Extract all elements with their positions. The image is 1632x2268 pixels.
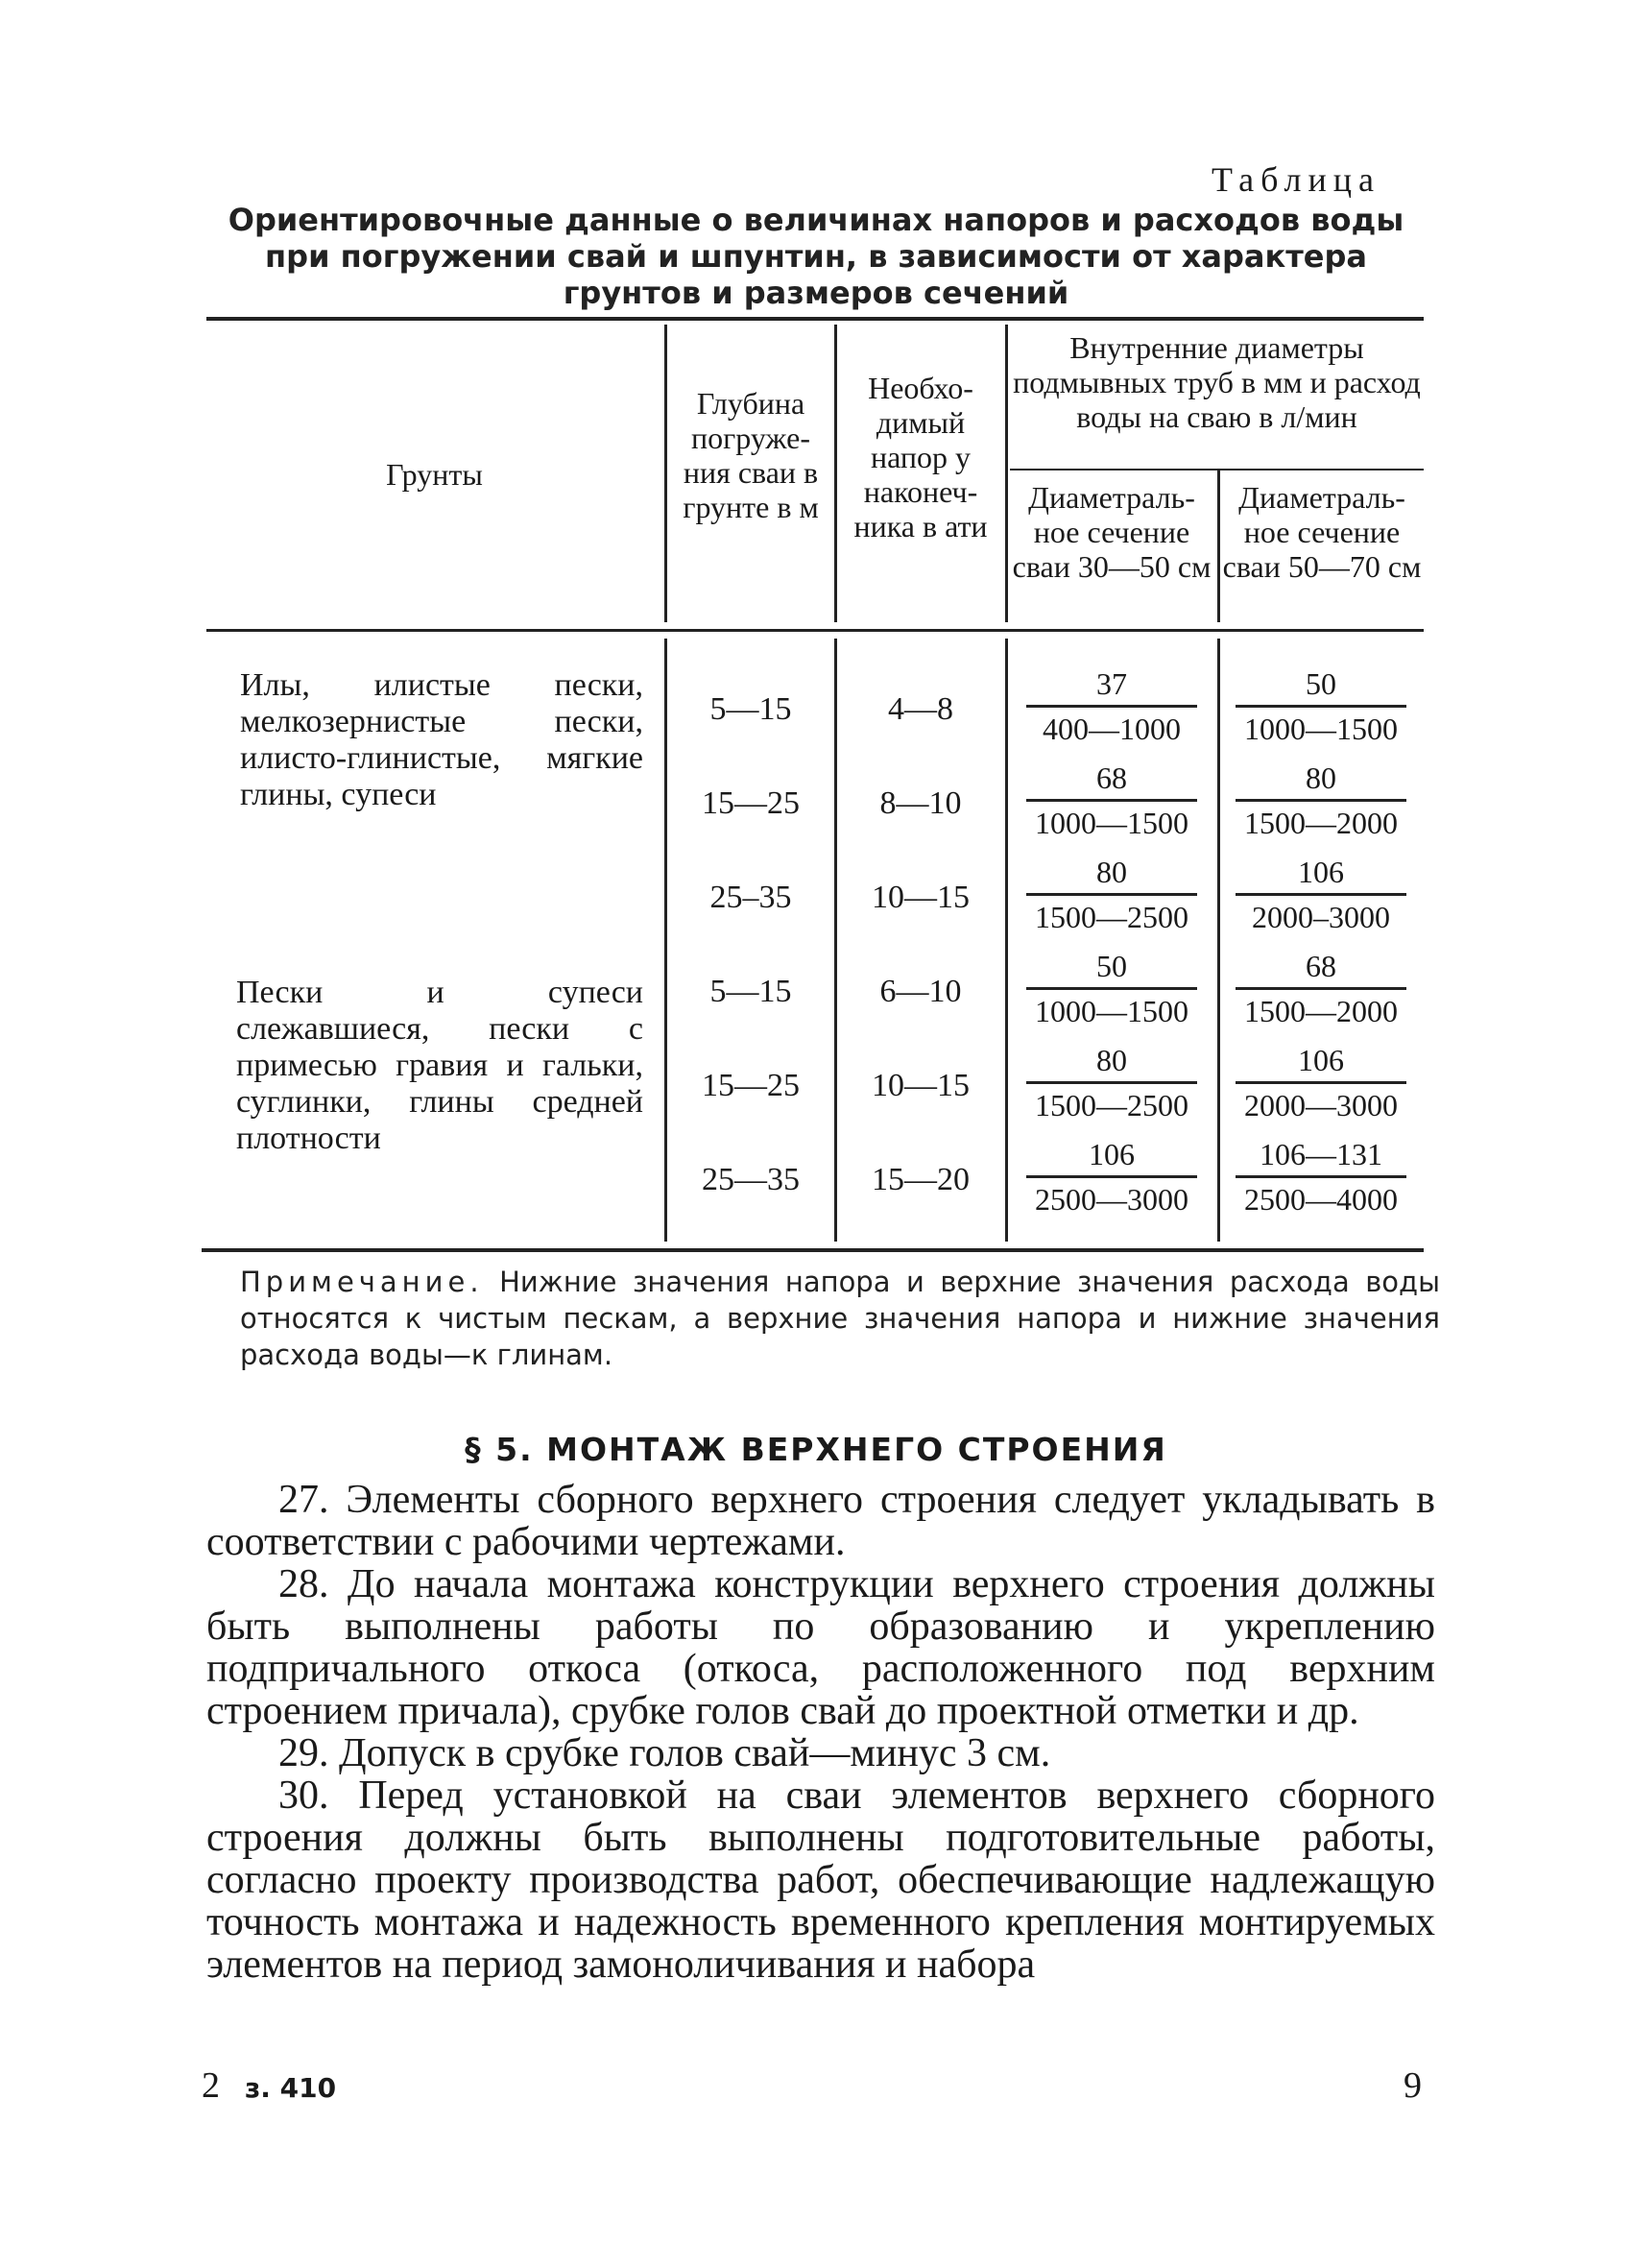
table-cell-depth: 25–35 — [709, 880, 792, 915]
table-cell-flow — [1016, 664, 1208, 748]
table-cell-flow — [1225, 759, 1417, 842]
body-text — [206, 1479, 1435, 1986]
water-flow: 2000—3000 — [1244, 1088, 1398, 1122]
table-cell-flow — [1016, 853, 1208, 936]
paragraph-29: 29. Допуск в срубке голов свай—минус 3 см. — [278, 1731, 1051, 1775]
section-title: § 5. МОНТАЖ ВЕРХНЕГО СТРОЕНИЯ — [465, 1431, 1167, 1468]
water-flow: 1000—1500 — [1244, 712, 1398, 746]
pipe-diameter: 106 — [1089, 1137, 1135, 1171]
soil-group-1: Илы, илистые пески, мелкозернистые пески, илисто-глинистые, мягкие глины, супеси — [240, 667, 643, 812]
water-flow: 1500—2000 — [1244, 994, 1398, 1028]
table-cell-depth: 5—15 — [709, 974, 792, 1009]
paragraph-30: 30. Перед установкой на сваи элементов верхнего сборного строения должны быть выполнены подготовительные работы, согласно проекту производства работ, обеспечивающие надлежащую точность монтажа и надежность временного крепления монтируемых элементов на период замоноличивания и набора — [206, 1773, 1435, 1987]
pipe-diameter: 106 — [1298, 1043, 1344, 1077]
table-cell-flow — [1225, 664, 1417, 748]
note-lead: Примечание. — [240, 1266, 484, 1298]
footer-signature-number: 2 — [202, 2065, 220, 2106]
column-divider — [834, 325, 837, 622]
table-cell-depth: 15—25 — [702, 785, 800, 821]
table-cell-pressure: 10—15 — [872, 880, 970, 915]
water-flow: 1000—1500 — [1035, 806, 1188, 840]
water-flow: 1500—2500 — [1035, 900, 1188, 934]
header-bottom-rule — [206, 629, 1424, 632]
table-cell-flow — [1016, 759, 1208, 842]
table-top-rule — [206, 317, 1424, 321]
table-cell-depth: 15—25 — [702, 1068, 800, 1103]
pipe-diameter: 50 — [1096, 949, 1127, 983]
pipe-diameter: 68 — [1096, 760, 1127, 795]
water-flow: 1500—2000 — [1244, 806, 1398, 840]
table-bottom-rule — [202, 1248, 1424, 1252]
column-divider — [1217, 639, 1220, 1242]
table-cell-depth: 5—15 — [709, 691, 792, 727]
pipe-diameter: 50 — [1306, 666, 1336, 701]
header-soils: Грунты — [386, 457, 483, 492]
header-diameter-30-50: Диаметраль-ное сечение сваи 30—50 см — [1012, 480, 1212, 584]
pipe-diameter: 80 — [1096, 1043, 1127, 1077]
table-cell-flow — [1016, 947, 1208, 1030]
table-cell-depth: 25—35 — [702, 1162, 800, 1197]
table-cell-pressure: 4—8 — [888, 691, 953, 727]
table-cell-pressure: 10—15 — [872, 1068, 970, 1103]
pipe-diameter: 80 — [1306, 760, 1336, 795]
water-flow: 2500—3000 — [1035, 1182, 1188, 1217]
table-cell-flow — [1225, 1135, 1417, 1218]
column-divider — [834, 639, 837, 1242]
pipe-diameter: 80 — [1096, 855, 1127, 889]
soil-group-2: Пески и супеси слежавшиеся, пески с примесью гравия и гальки, суглинки, глины средней плотности — [236, 975, 643, 1156]
table-cell-flow — [1225, 947, 1417, 1030]
column-divider — [1005, 639, 1008, 1242]
note-text: Нижние значения напора и верхние значения расхода воды относятся к чистым пескам, а верхние значения напора и нижние значения расхода воды—к глинам. — [240, 1266, 1440, 1371]
table-cell-pressure: 15—20 — [872, 1162, 970, 1197]
water-flow: 1000—1500 — [1035, 994, 1188, 1028]
water-flow: 1500—2500 — [1035, 1088, 1188, 1122]
table-cell-flow — [1016, 1041, 1208, 1124]
page-number: 9 — [1404, 2065, 1422, 2106]
table-cell-flow — [1225, 1041, 1417, 1124]
paragraph-27: 27. Элементы сборного верхнего строения следует укладывать в соответствии с рабочими чертежами. — [206, 1478, 1435, 1564]
water-flow: 2000–3000 — [1252, 900, 1390, 934]
pipe-diameter: 106—131 — [1260, 1137, 1382, 1171]
water-flow: 400—1000 — [1043, 712, 1181, 746]
table-cell-pressure: 8—10 — [879, 785, 962, 821]
table-cell-flow — [1225, 853, 1417, 936]
header-diameter-group: Внутренние диаметры подмывных труб в мм и расход воды на сваю в л/мин — [1013, 330, 1421, 434]
pipe-diameter: 106 — [1298, 855, 1344, 889]
table-title: Ориентировочные данные о величинах напоров и расходов воды при погружении свай и шпунтин, в зависимости от характера грунтов и размеров сечений — [228, 202, 1404, 311]
table-note — [240, 1264, 1440, 1373]
pipe-diameter: 37 — [1096, 666, 1127, 701]
water-flow: 2500—4000 — [1244, 1182, 1398, 1217]
pipe-diameter: 68 — [1306, 949, 1336, 983]
column-divider — [664, 639, 667, 1242]
header-diameter-50-70: Диаметраль-ное сечение сваи 50—70 см — [1222, 480, 1422, 584]
table-cell-pressure: 6—10 — [879, 974, 962, 1009]
header-pressure: Необхо-димый напор у наконеч-ника в ати — [853, 371, 988, 543]
table-cell-flow — [1016, 1135, 1208, 1218]
column-divider — [664, 325, 667, 622]
header-depth: Глубина погруже-ния сваи в грунте в м — [683, 386, 819, 524]
footer-print-code: з. 410 — [245, 2072, 337, 2104]
paragraph-28: 28. До начала монтажа конструкции верхнего строения должны быть выполнены работы по образованию и укреплению подпричального откоса (откоса, расположенного под верхним строением причала), срубке голов свай до проектной отметки и др. — [206, 1562, 1435, 1733]
table-label: Таблица — [1212, 160, 1380, 199]
